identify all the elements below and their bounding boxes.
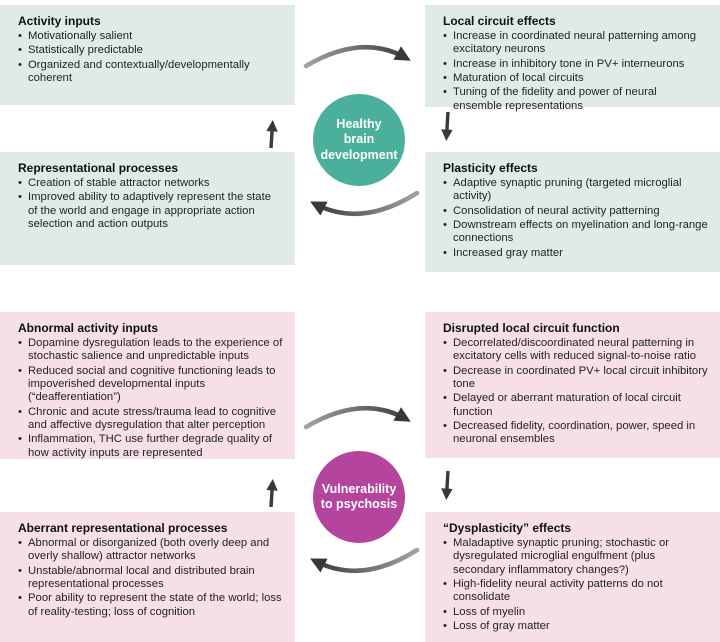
healthy-brain-development-circle: [313, 94, 405, 186]
bullet-item: • Dopamine dysregulation leads to the experience of stochastic salience and unpredictable inputs: [18, 337, 283, 364]
box-title: Representational processes: [18, 161, 179, 175]
bullet-item: • Increase in inhibitory tone in PV+ interneurons: [443, 58, 708, 71]
circle-label-line: to psychosis: [320, 497, 398, 511]
circle-label-line: Vulnerability: [321, 481, 397, 496]
healthy-down-arrow: [447, 112, 449, 137]
bullet-item: • Consolidation of neural activity patterning: [443, 205, 708, 218]
bullet-item: • Improved ability to adaptively represent the state of the world and engage in appropriate action selection and action outputs: [18, 191, 283, 231]
healthy-arc-arrow-right: [306, 47, 406, 66]
psychosis-arc-arrow-right: [306, 408, 406, 427]
bullet-item: • Creation of stable attractor networks: [18, 177, 283, 190]
box-activity-inputs: [0, 5, 295, 105]
box-title: Aberrant representational processes: [18, 521, 228, 535]
bullet-item: • Maturation of local circuits: [443, 72, 708, 85]
vulnerability-to-psychosis-circle: [313, 451, 405, 543]
psychosis-arc-arrow-left: [315, 550, 417, 571]
bullet-item: • Abnormal or disorganized (both overly deep and overly shallow) attractor networks: [18, 537, 283, 564]
bullet-item: • Unstable/abnormal local and distributed brain representational processes: [18, 565, 283, 592]
bullet-list: [443, 30, 708, 113]
box-title: “Dysplasticity” effects: [443, 521, 572, 535]
circle-label-line: brain: [343, 132, 375, 147]
box-local-circuit-effects: [425, 5, 720, 112]
psychosis-down-arrow: [447, 471, 449, 496]
bullet-item: • Adaptive synaptic pruning (targeted microglial activity): [443, 177, 708, 204]
bullet-list: [18, 177, 283, 231]
bullet-list: [443, 177, 708, 260]
circle-label-line: development: [320, 147, 398, 162]
box-plasticity-effects: [425, 152, 720, 272]
bullet-item: • Decrease in coordinated PV+ local circuit inhibitory tone: [443, 365, 708, 392]
bullet-item: • Increased gray matter: [443, 247, 708, 260]
bullet-item: • Decorrelated/discoordinated neural patterning in excitatory cells with reduced signal-to-noise ratio: [443, 337, 708, 364]
box-title: Disrupted local circuit function: [443, 321, 620, 335]
box-abnormal-activity-inputs: [0, 312, 295, 459]
bullet-item: • Poor ability to represent the state of the world; loss of reality-testing; loss of cognition: [18, 592, 283, 619]
bullet-item: • Chronic and acute stress/trauma lead to cognitive and affective dysregulation that alter perception: [18, 406, 283, 433]
bullet-item: • Motivationally salient: [18, 30, 283, 43]
bullet-item: • Statistically predictable: [18, 44, 283, 57]
bullet-list: [18, 537, 283, 619]
bullet-item: • Downstream effects on myelination and long-range connections: [443, 219, 708, 246]
bullet-list: [443, 337, 708, 447]
bullet-item: • Increase in coordinated neural patterning among excitatory neurons: [443, 30, 708, 57]
bullet-item: • Loss of myelin: [443, 606, 708, 619]
bullet-item: • Tuning of the fidelity and power of neural ensemble representations: [443, 86, 708, 113]
box-disrupted-local-circuit-function: [425, 312, 720, 458]
bullet-list: [443, 537, 708, 633]
box-representational-processes: [0, 152, 295, 265]
healthy-arc-arrow-left: [315, 193, 417, 214]
bullet-list: [18, 337, 283, 460]
bullet-item: • Organized and contextually/developmentally coherent: [18, 59, 283, 86]
bullet-list: [18, 30, 283, 85]
box-title: Local circuit effects: [443, 14, 556, 28]
box-title: Activity inputs: [18, 14, 101, 28]
healthy-up-arrow: [271, 124, 273, 148]
bullet-item: • Inflammation, THC use further degrade quality of how activity inputs are represented: [18, 433, 283, 460]
bullet-item: • High-fidelity neural activity patterns do not consolidate: [443, 578, 708, 605]
circle-label-line: Healthy: [336, 117, 382, 132]
bullet-item: • Loss of gray matter: [443, 620, 708, 633]
bullet-item: • Delayed or aberrant maturation of local circuit function: [443, 392, 708, 419]
bullet-item: • Decreased fidelity, coordination, power, speed in neuronal ensembles: [443, 420, 708, 447]
box-title: Plasticity effects: [443, 161, 538, 175]
box-aberrant-representational-processes: [0, 512, 295, 642]
box-title: Abnormal activity inputs: [18, 321, 159, 335]
bullet-item: • Reduced social and cognitive functioning leads to impoverished developmental inputs (“deafferentiation”): [18, 365, 283, 405]
psychosis-up-arrow: [271, 483, 273, 507]
bullet-item: • Maladaptive synaptic pruning; stochastic or dysregulated microglial engulfment (plus secondary inflammatory changes?): [443, 537, 708, 577]
box-dysplasticity-effects: [425, 512, 720, 642]
